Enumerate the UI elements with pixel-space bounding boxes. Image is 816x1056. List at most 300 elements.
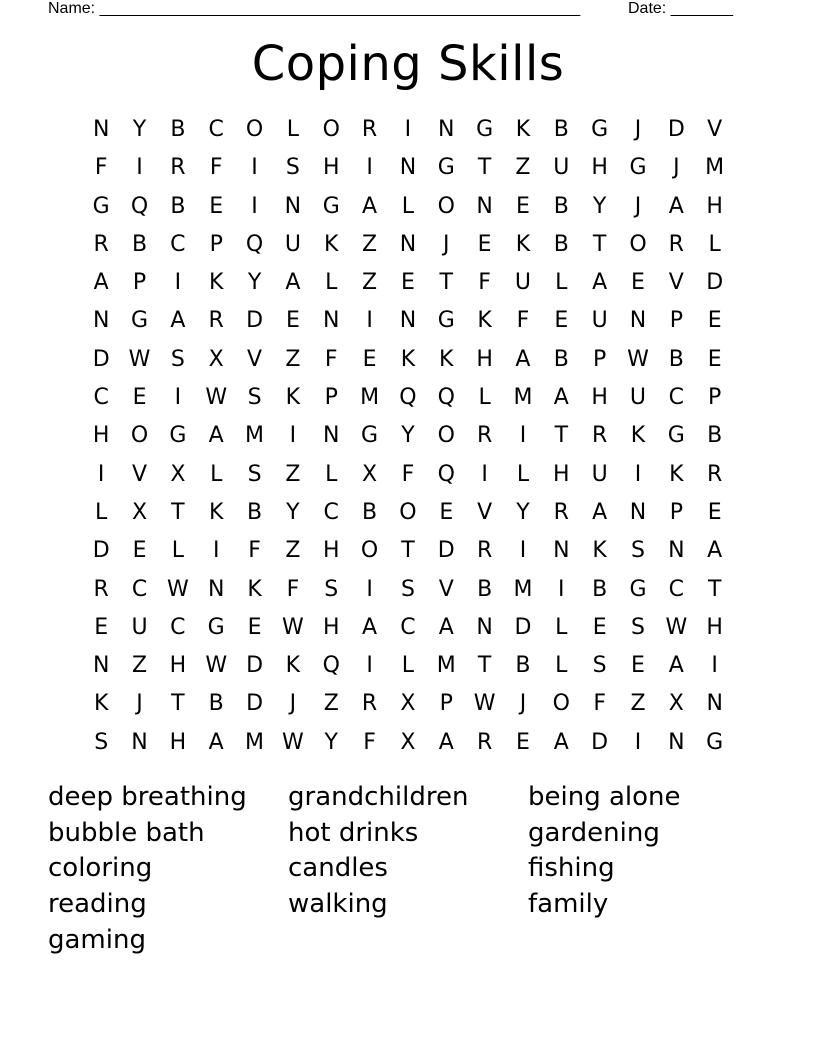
grid-letter: W [627, 346, 649, 372]
grid-letter: N [323, 423, 340, 449]
grid-row [82, 494, 734, 532]
grid-letter: O [130, 423, 149, 449]
word-list-item: hot drinks [288, 817, 419, 848]
grid-letter: A [668, 193, 684, 219]
grid-letter: F [286, 576, 300, 602]
grid-letter: J [634, 193, 642, 219]
grid-letter: Y [324, 729, 338, 755]
grid-letter: W [166, 576, 189, 602]
grid-letter: S [631, 614, 645, 640]
grid-letter: X [170, 461, 186, 487]
grid-letter: Z [515, 155, 531, 181]
grid-letter: V [668, 270, 684, 296]
grid-letter: W [665, 614, 688, 640]
grid-letter: I [212, 538, 220, 564]
grid-letter: U [591, 461, 608, 487]
grid-letter: L [555, 614, 568, 640]
grid-letter: Y [592, 193, 607, 219]
grid-letter: S [247, 461, 262, 487]
grid-letter: F [516, 308, 530, 334]
grid-row [82, 226, 734, 264]
grid-letter: B [477, 576, 493, 602]
grid-letter: F [94, 155, 108, 181]
grid-letter: Q [130, 193, 149, 219]
grid-letter: P [324, 385, 338, 411]
word-list-item: family [528, 889, 609, 920]
grid-letter: I [404, 117, 412, 142]
grid-letter: K [247, 576, 262, 602]
grid-letter: Y [286, 499, 300, 525]
grid-letter: U [553, 155, 570, 181]
grid-letter: L [325, 461, 338, 487]
grid-letter: G [706, 729, 724, 755]
grid-letter: Y [132, 117, 147, 142]
grid-letter: F [401, 461, 415, 487]
grid-letter: G [361, 423, 379, 449]
grid-letter: Z [362, 231, 378, 257]
grid-letter: N [207, 576, 225, 602]
grid-letter: K [400, 346, 416, 372]
grid-letter: C [170, 614, 186, 640]
grid-letter: I [251, 193, 258, 219]
grid-letter: M [360, 385, 380, 411]
grid-row [82, 264, 734, 302]
grid-letter: B [170, 117, 186, 142]
grid-letter: N [476, 614, 493, 640]
grid-letter: B [515, 653, 531, 679]
grid-letter: E [477, 231, 492, 257]
grid-row [82, 149, 734, 187]
grid-letter: L [516, 461, 530, 487]
grid-letter: N [323, 308, 340, 334]
grid-letter: M [705, 155, 725, 181]
grid-letter: A [208, 423, 224, 449]
date-field: Date: _______ [628, 0, 733, 17]
grid-letter: A [438, 614, 454, 640]
grid-letter: I [711, 653, 718, 679]
grid-letter: E [707, 499, 722, 525]
word-list-item: grandchildren [288, 782, 469, 812]
grid-letter: A [553, 385, 569, 411]
grid-letter: E [592, 614, 607, 640]
grid-letter: G [629, 155, 647, 181]
grid-letter: H [591, 385, 608, 411]
grid-letter: X [668, 691, 684, 717]
grid-letter: K [515, 231, 531, 257]
grid-letter: I [174, 270, 182, 296]
grid-letter: N [92, 117, 110, 142]
grid-letter: O [360, 538, 379, 564]
grid-letter: E [285, 308, 300, 334]
grid-letter: R [668, 231, 684, 257]
grid-letter: E [132, 385, 147, 411]
grid-letter: Y [401, 423, 415, 449]
grid-letter: L [555, 653, 568, 679]
grid-letter: H [322, 538, 340, 564]
grid-letter: E [209, 193, 224, 219]
grid-letter: G [591, 117, 609, 142]
grid-letter: I [289, 423, 297, 449]
grid-letter: X [131, 499, 148, 525]
grid-letter: P [669, 308, 683, 334]
grid-letter: U [514, 270, 531, 296]
grid-letter: O [322, 117, 340, 142]
grid-letter: N [668, 729, 685, 755]
grid-letter: N [438, 117, 455, 142]
grid-row [82, 724, 734, 762]
grid-letter: E [516, 193, 530, 219]
grid-letter: D [246, 308, 264, 334]
grid-letter: I [366, 576, 373, 602]
grid-letter: P [439, 691, 453, 717]
grid-letter: S [285, 155, 300, 181]
grid-letter: P [593, 346, 607, 372]
grid-letter: M [436, 653, 456, 679]
word-list-item: fishing [528, 853, 615, 884]
grid-row [82, 456, 734, 494]
grid-letter: H [169, 729, 187, 755]
grid-letter: J [289, 691, 297, 717]
grid-letter: K [669, 461, 684, 487]
grid-letter: L [555, 270, 568, 296]
grid-letter: N [399, 308, 417, 334]
grid-letter: K [630, 423, 646, 449]
grid-letter: O [552, 691, 570, 717]
grid-letter: Q [437, 385, 455, 411]
grid-letter: V [438, 576, 454, 602]
grid-letter: O [245, 117, 264, 142]
grid-letter: I [366, 653, 373, 679]
grid-letter: N [131, 729, 148, 755]
grid-letter: N [706, 691, 723, 717]
grid-letter: I [251, 155, 258, 181]
grid-letter: G [322, 193, 340, 219]
grid-letter: P [708, 385, 722, 411]
grid-letter: Z [630, 691, 646, 717]
grid-letter: F [324, 346, 338, 372]
grid-letter: N [92, 308, 110, 334]
grid-letter: B [553, 193, 569, 219]
grid-letter: A [208, 729, 224, 755]
grid-letter: R [208, 308, 224, 334]
grid-letter: R [361, 117, 378, 142]
grid-letter: R [476, 538, 493, 564]
page-title: Coping Skills [251, 36, 565, 92]
grid-row [82, 188, 734, 226]
grid-letter: I [366, 155, 373, 181]
grid-letter: E [362, 346, 377, 372]
grid-letter: H [92, 423, 110, 449]
grid-letter: L [325, 270, 338, 296]
grid-letter: E [94, 614, 109, 640]
grid-letter: U [591, 308, 608, 334]
grid-letter: C [323, 499, 339, 525]
grid-letter: H [322, 614, 340, 640]
grid-letter: L [401, 193, 415, 219]
grid-letter: C [668, 576, 685, 602]
grid-letter: L [286, 117, 300, 142]
word-list-item: gaming [48, 924, 146, 955]
grid-letter: F [593, 691, 606, 717]
grid-letter: B [131, 231, 148, 257]
grid-letter: F [248, 538, 261, 564]
grid-letter: N [668, 538, 685, 564]
grid-letter: O [437, 193, 455, 219]
grid-letter: V [131, 461, 148, 487]
grid-letter: D [667, 117, 685, 142]
grid-letter: E [631, 653, 645, 679]
grid-letter: L [95, 499, 108, 525]
grid-row [82, 647, 734, 685]
grid-letter: K [285, 653, 301, 679]
grid-letter: I [558, 576, 565, 602]
grid-letter: J [673, 155, 680, 181]
grid-letter: K [477, 308, 492, 334]
grid-letter: N [476, 193, 493, 219]
grid-letter: B [247, 499, 263, 525]
word-list-item: deep breathing [48, 782, 247, 812]
grid-letter: Y [516, 499, 530, 525]
word-list-item: reading [48, 889, 147, 920]
grid-letter: G [667, 423, 685, 449]
word-list [48, 780, 768, 958]
grid-letter: B [208, 691, 224, 717]
grid-letter: G [130, 308, 149, 334]
grid-letter: W [282, 729, 304, 755]
grid-letter: I [174, 385, 182, 411]
grid-row [82, 685, 734, 723]
word-list-item: walking [288, 889, 388, 920]
grid-letter: B [668, 346, 684, 372]
grid-letter: J [634, 117, 642, 142]
grid-letter: Z [323, 691, 339, 717]
grid-letter: B [553, 346, 569, 372]
grid-letter: K [324, 231, 339, 257]
grid-letter: F [363, 729, 376, 755]
grid-letter: D [92, 538, 110, 564]
grid-letter: D [246, 653, 264, 679]
grid-letter: W [282, 614, 304, 640]
grid-letter: Q [399, 385, 417, 411]
grid-letter: D [92, 346, 110, 372]
grid-letter: C [131, 576, 148, 602]
grid-letter: Z [362, 270, 378, 296]
grid-letter: W [205, 653, 228, 679]
grid-letter: I [136, 155, 143, 181]
grid-letter: B [362, 499, 378, 525]
grid-letter: S [631, 538, 645, 564]
grid-letter: N [553, 538, 570, 564]
grid-row [82, 609, 734, 647]
grid-letter: H [706, 193, 723, 219]
grid-letter: T [401, 538, 415, 564]
word-list-item: being alone [528, 782, 681, 812]
grid-letter: X [400, 729, 416, 755]
grid-letter: S [324, 576, 339, 602]
letter-grid [82, 111, 734, 762]
grid-letter: G [207, 614, 225, 640]
grid-letter: U [131, 614, 148, 640]
grid-letter: J [136, 691, 143, 717]
grid-letter: N [629, 499, 647, 525]
grid-letter: M [245, 423, 265, 449]
grid-letter: V [707, 117, 723, 142]
grid-letter: C [208, 117, 224, 142]
grid-letter: R [553, 499, 569, 525]
grid-letter: N [284, 193, 302, 219]
grid-letter: N [399, 155, 417, 181]
grid-letter: K [208, 499, 224, 525]
grid-letter: X [208, 346, 224, 372]
grid-letter: N [92, 653, 110, 679]
grid-row [82, 532, 734, 570]
grid-letter: A [93, 270, 109, 296]
grid-letter: Z [285, 346, 301, 372]
grid-letter: S [247, 385, 262, 411]
grid-letter: L [708, 231, 721, 257]
grid-letter: L [171, 538, 184, 564]
grid-letter: F [209, 155, 223, 181]
grid-letter: I [97, 461, 105, 487]
grid-letter: Q [245, 231, 264, 257]
grid-letter: A [592, 270, 608, 296]
grid-letter: I [366, 308, 373, 334]
grid-letter: V [477, 499, 493, 525]
grid-row [82, 341, 734, 379]
grid-letter: G [437, 308, 455, 334]
grid-letter: G [629, 576, 647, 602]
grid-letter: T [477, 155, 492, 181]
grid-letter: G [476, 117, 494, 142]
grid-letter: A [362, 614, 378, 640]
grid-letter: A [707, 538, 723, 564]
grid-letter: T [171, 691, 185, 717]
grid-row [82, 379, 734, 417]
grid-letter: H [591, 155, 608, 181]
grid-letter: X [400, 691, 416, 717]
grid-letter: R [361, 691, 378, 717]
grid-letter: M [513, 385, 533, 411]
grid-letter: E [707, 308, 722, 334]
grid-letter: I [519, 423, 527, 449]
grid-letter: D [591, 729, 609, 755]
grid-letter: G [92, 193, 110, 219]
grid-letter: R [707, 461, 723, 487]
grid-letter: B [592, 576, 608, 602]
grid-letter: W [205, 385, 228, 411]
word-list-item: coloring [48, 853, 153, 884]
grid-letter: C [170, 231, 186, 257]
grid-letter: H [553, 461, 570, 487]
grid-letter: M [513, 576, 533, 602]
grid-letter: C [400, 614, 416, 640]
grid-letter: D [246, 691, 264, 717]
grid-letter: K [592, 538, 607, 564]
grid-letter: K [285, 385, 301, 411]
grid-letter: P [209, 231, 223, 257]
grid-letter: I [634, 729, 642, 755]
grid-letter: A [362, 193, 378, 219]
grid-letter: E [400, 270, 415, 296]
grid-letter: C [93, 385, 109, 411]
grid-letter: G [169, 423, 187, 449]
grid-letter: L [401, 653, 415, 679]
name-field: Name: ______________________________________________________ [48, 0, 581, 17]
grid-letter: T [592, 231, 607, 257]
grid-letter: T [707, 576, 722, 602]
grid-letter: R [476, 729, 493, 755]
grid-letter: H [322, 155, 340, 181]
grid-letter: L [210, 461, 223, 487]
grid-letter: K [93, 691, 109, 717]
grid-letter: A [438, 729, 454, 755]
grid-letter: T [477, 653, 492, 679]
grid-letter: D [706, 270, 724, 296]
grid-letter: V [247, 346, 263, 372]
grid-letter: E [707, 346, 722, 372]
grid-letter: A [170, 308, 186, 334]
grid-letter: A [592, 499, 608, 525]
grid-letter: D [514, 614, 532, 640]
grid-letter: Y [247, 270, 262, 296]
grid-letter: A [285, 270, 301, 296]
word-list-item: bubble bath [48, 817, 205, 848]
grid-letter: T [554, 423, 569, 449]
grid-letter: S [592, 653, 607, 679]
grid-letter: N [399, 231, 417, 257]
grid-letter: X [362, 461, 378, 487]
header-line [48, 0, 748, 20]
grid-letter: B [553, 231, 569, 257]
grid-letter: E [247, 614, 262, 640]
grid-letter: R [93, 231, 109, 257]
grid-letter: K [439, 346, 454, 372]
grid-letter: R [93, 576, 109, 602]
grid-letter: Z [131, 653, 148, 679]
grid-letter: L [478, 385, 491, 411]
grid-letter: Z [285, 461, 301, 487]
grid-letter: K [208, 270, 224, 296]
grid-letter: R [170, 155, 186, 181]
grid-letter: R [476, 423, 493, 449]
grid-letter: E [554, 308, 569, 334]
grid-letter: I [481, 461, 488, 487]
grid-letter: R [591, 423, 608, 449]
grid-letter: U [629, 385, 647, 411]
grid-letter: U [284, 231, 301, 257]
grid-letter: J [519, 691, 527, 717]
word-list-item: gardening [528, 817, 660, 848]
grid-letter: J [443, 231, 450, 257]
word-list-item: candles [288, 853, 388, 884]
grid-letter: A [668, 653, 684, 679]
grid-letter: O [437, 423, 455, 449]
grid-letter: W [128, 346, 151, 372]
grid-letter: E [631, 270, 645, 296]
grid-letter: B [170, 193, 186, 219]
grid-letter: F [478, 270, 491, 296]
grid-letter: N [629, 308, 647, 334]
grid-letter: B [553, 117, 569, 142]
grid-letter: I [634, 461, 642, 487]
grid-letter: Q [322, 653, 340, 679]
grid-row [82, 571, 734, 609]
grid-letter: A [553, 729, 569, 755]
grid-letter: S [400, 576, 415, 602]
grid-row [82, 302, 734, 340]
grid-letter: B [707, 423, 723, 449]
grid-letter: A [515, 346, 531, 372]
